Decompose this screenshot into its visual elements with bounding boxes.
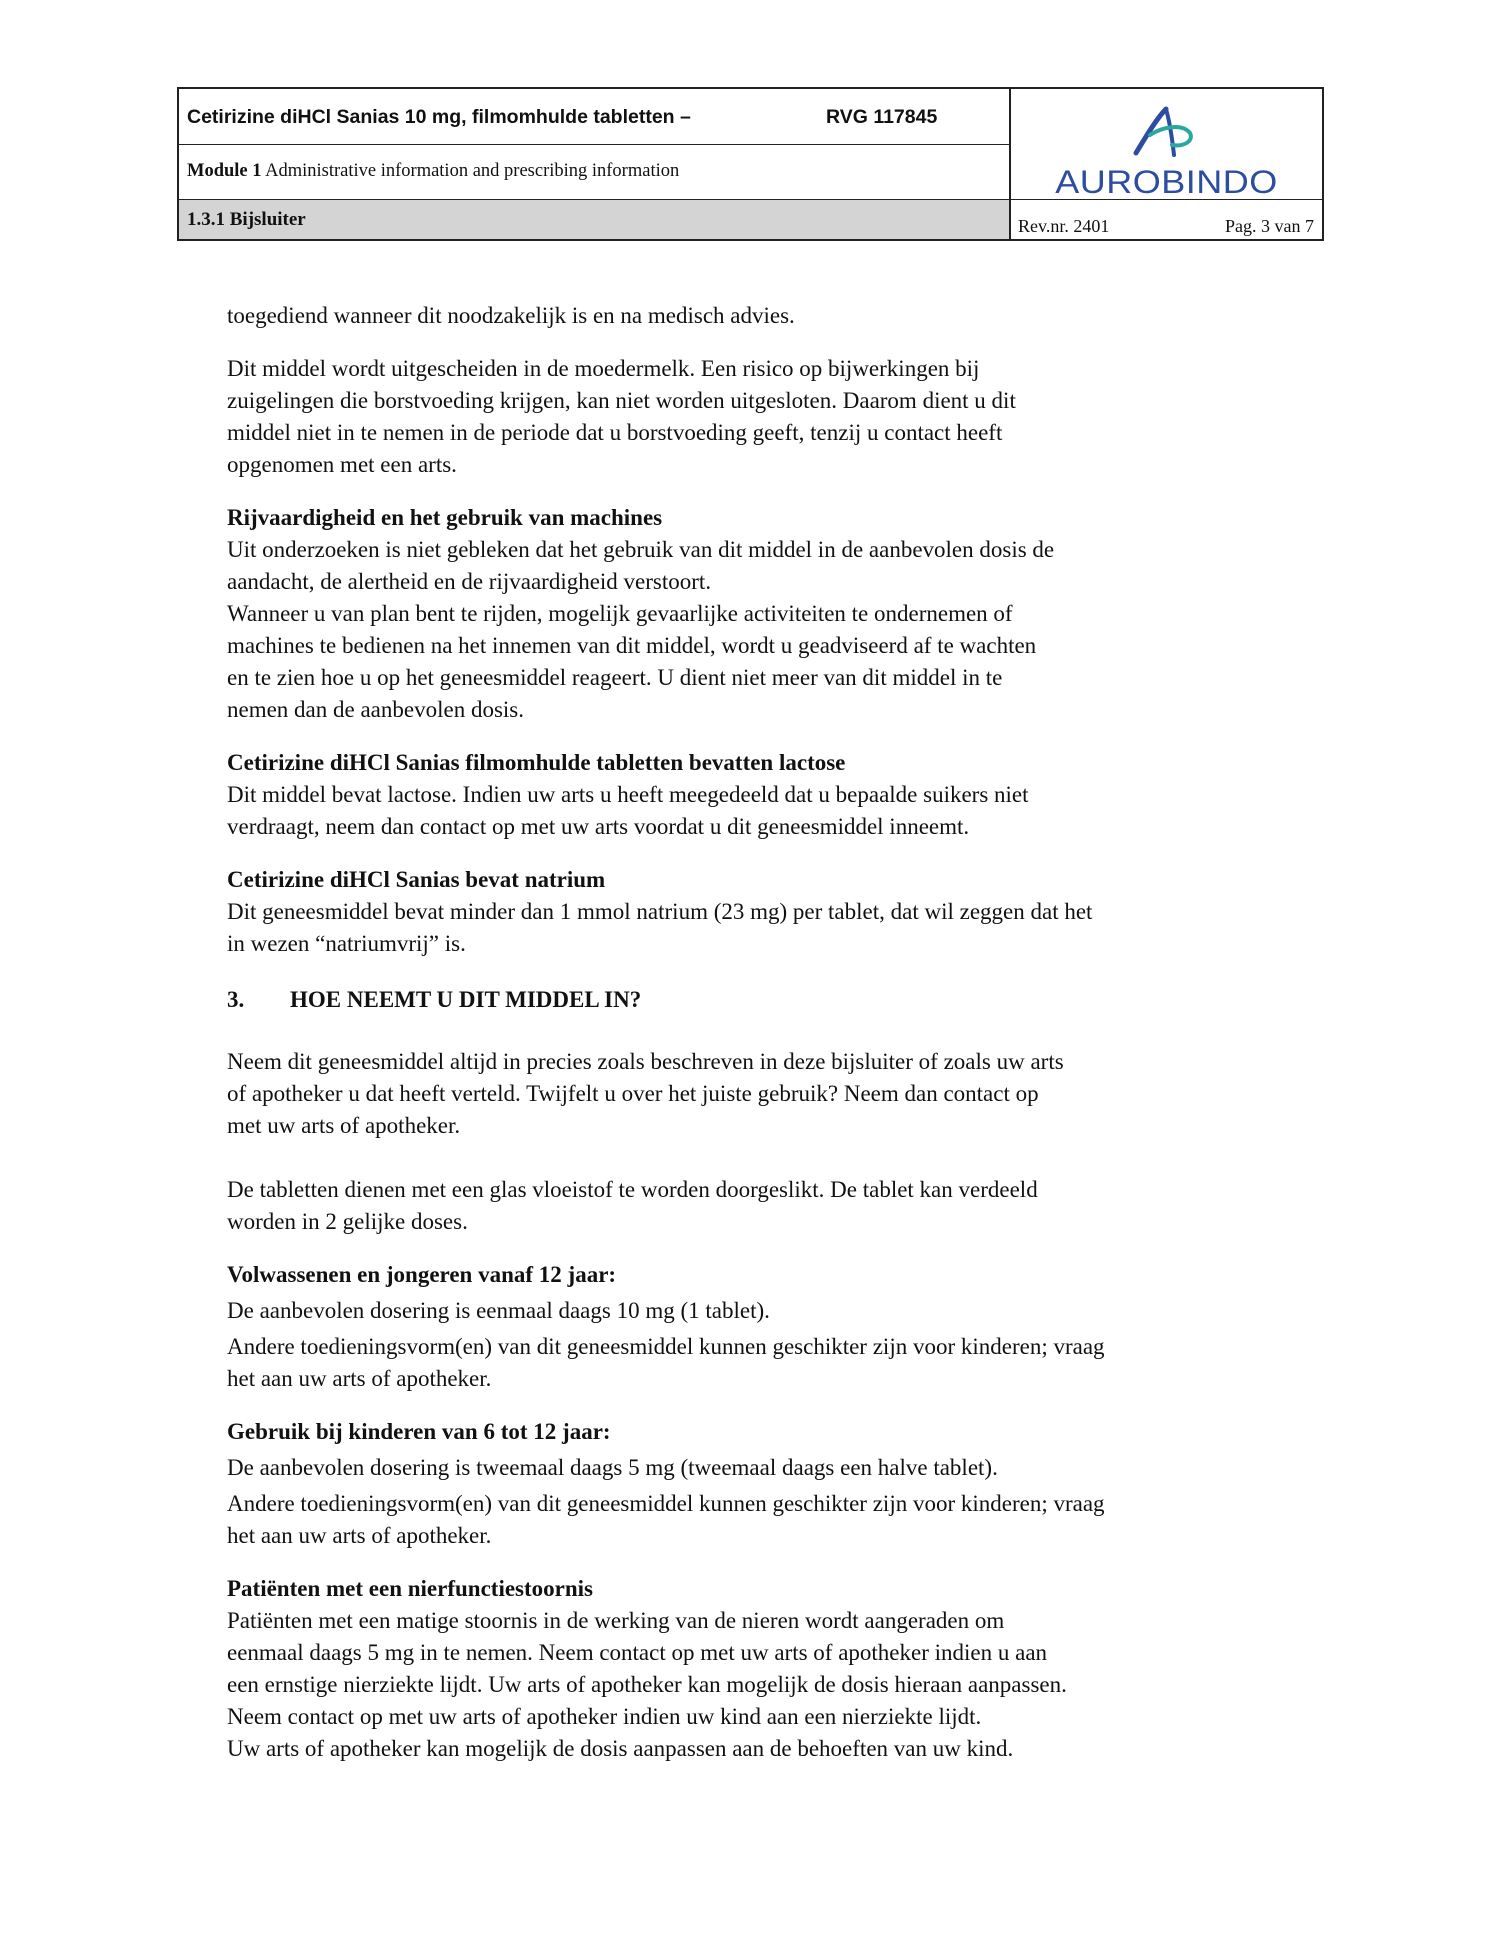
text-line: Andere toedieningsvorm(en) van dit geneesmiddel kunnen geschikter zijn voor kinderen; vraag <box>227 1334 1105 1359</box>
text-line: het aan uw arts of apotheker. <box>227 1366 492 1391</box>
paragraph-breastfeeding <box>227 353 1287 481</box>
header-section-row <box>179 200 1009 239</box>
module-label-wrap <box>187 161 679 182</box>
text-line: Uit onderzoeken is niet gebleken dat het gebruik van dit middel in de aanbevolen dosis de <box>227 537 1055 562</box>
module-text: Administrative information and prescribing information <box>265 161 680 181</box>
text-line: Wanneer u van plan bent te rijden, mogelijk gevaarlijke activiteiten te ondernemen of <box>227 601 1013 626</box>
text-line: Neem dit geneesmiddel altijd in precies zoals beschreven in deze bijsluiter of zoals uw arts <box>227 1049 1064 1074</box>
paragraph-advice <box>227 300 1287 332</box>
header-info <box>179 89 1009 239</box>
text-line: het aan uw arts of apotheker. <box>227 1523 492 1548</box>
header-logo-column <box>1009 89 1322 239</box>
heading-natrium: Cetirizine diHCl Sanias bevat natrium <box>227 867 606 892</box>
module-label: Module 1 <box>187 161 262 181</box>
paragraph-children-dose <box>227 1452 1287 1484</box>
text-line: verdraagt, neem dan contact op met uw arts voordat u dit geneesmiddel inneemt. <box>227 814 970 839</box>
paragraph-driving <box>227 534 1287 726</box>
text-line: een ernstige nierziekte lijdt. Uw arts of apotheker kan mogelijk de dosis hieraan aanpassen. <box>227 1672 1067 1697</box>
heading-lactose: Cetirizine diHCl Sanias filmomhulde tabletten bevatten lactose <box>227 750 846 775</box>
rvg-number: RVG 117845 <box>826 106 938 128</box>
header-module-row <box>179 145 1009 200</box>
paragraph-lactose <box>227 779 1287 843</box>
section-3-heading <box>227 984 1287 1016</box>
text-line: middel niet in te nemen in de periode dat u borstvoeding geeft, tenzij u contact heeft <box>227 420 1003 445</box>
logo-wordmark: AUROBINDO <box>1055 163 1278 200</box>
text-line: Neem contact op met uw arts of apotheker indien uw kind aan een nierziekte lijdt. <box>227 1704 982 1729</box>
paragraph-adults-forms <box>227 1331 1287 1395</box>
heading-kidney: Patiënten met een nierfunctiestoornis <box>227 1576 594 1601</box>
text-line: in wezen “natriumvrij” is. <box>227 931 466 956</box>
text-line: eenmaal daags 5 mg in te nemen. Neem contact op met uw arts of apotheker indien u aan <box>227 1640 1048 1665</box>
text-line: De tabletten dienen met een glas vloeistof te worden doorgeslikt. De tablet kan verdeeld <box>227 1177 1038 1202</box>
text-line: De aanbevolen dosering is tweemaal daags 5 mg (tweemaal daags een halve tablet). <box>227 1455 998 1480</box>
paragraph-adults-dose <box>227 1295 1287 1327</box>
text-line: toegediend wanneer dit noodzakelijk is en na medisch advies. <box>227 303 795 328</box>
page-number: Pag. 3 van 7 <box>1225 216 1314 236</box>
paragraph-natrium <box>227 896 1287 960</box>
header-product-row <box>179 89 1009 145</box>
section-title: HOE NEEMT U DIT MIDDEL IN? <box>290 987 642 1012</box>
text-line: aandacht, de alertheid en de rijvaardigheid verstoort. <box>227 569 712 594</box>
text-line: De aanbevolen dosering is eenmaal daags 10 mg (1 tablet). <box>227 1298 770 1323</box>
aurobindo-logo <box>1011 89 1322 200</box>
text-line: machines te bedienen na het innemen van dit middel, wordt u geadviseerd af te wachten <box>227 633 1037 658</box>
paragraph-children-forms <box>227 1488 1287 1552</box>
text-line: Andere toedieningsvorm(en) van dit geneesmiddel kunnen geschikter zijn voor kinderen; vraag <box>227 1491 1105 1516</box>
aurobindo-logo-icon <box>1128 103 1200 163</box>
revision-number: Rev.nr. 2401 <box>1018 216 1110 236</box>
section-number: 3. <box>227 987 245 1012</box>
revision-row <box>1011 200 1322 239</box>
text-line: nemen dan de aanbevolen dosis. <box>227 697 524 722</box>
text-line: opgenomen met een arts. <box>227 452 457 477</box>
text-line: worden in 2 gelijke doses. <box>227 1209 468 1234</box>
text-line: Patiënten met een matige stoornis in de werking van de nieren wordt aangeraden om <box>227 1608 1005 1633</box>
text-line: Dit geneesmiddel bevat minder dan 1 mmol natrium (23 mg) per tablet, dat wil zeggen dat het <box>227 899 1093 924</box>
paragraph-use <box>227 1046 1287 1142</box>
text-line: Uw arts of apotheker kan mogelijk de dosis aanpassen aan de behoeften van uw kind. <box>227 1736 1014 1761</box>
paragraph-kidney <box>227 1605 1287 1765</box>
section-label: 1.3.1 Bijsluiter <box>187 209 306 230</box>
heading-adults: Volwassenen en jongeren vanaf 12 jaar: <box>227 1262 617 1287</box>
product-name: Cetirizine diHCl Sanias 10 mg, filmomhulde tabletten – <box>187 106 691 128</box>
text-line: Dit middel wordt uitgescheiden in de moedermelk. Een risico op bijwerkingen bij <box>227 356 980 381</box>
text-line: zuigelingen die borstvoeding krijgen, kan niet worden uitgesloten. Daarom dient u dit <box>227 388 1016 413</box>
text-line: of apotheker u dat heeft verteld. Twijfelt u over het juiste gebruik? Neem dan contact op <box>227 1081 1039 1106</box>
heading-children: Gebruik bij kinderen van 6 tot 12 jaar: <box>227 1419 611 1444</box>
document-header <box>177 87 1324 241</box>
text-line: Dit middel bevat lactose. Indien uw arts u heeft meegedeeld dat u bepaalde suikers niet <box>227 782 1029 807</box>
leaflet-body <box>227 300 1287 1765</box>
text-line: en te zien hoe u op het geneesmiddel reageert. U dient niet meer van dit middel in te <box>227 665 1003 690</box>
text-line: met uw arts of apotheker. <box>227 1113 461 1138</box>
paragraph-tablets <box>227 1174 1287 1238</box>
heading-driving: Rijvaardigheid en het gebruik van machines <box>227 505 663 530</box>
